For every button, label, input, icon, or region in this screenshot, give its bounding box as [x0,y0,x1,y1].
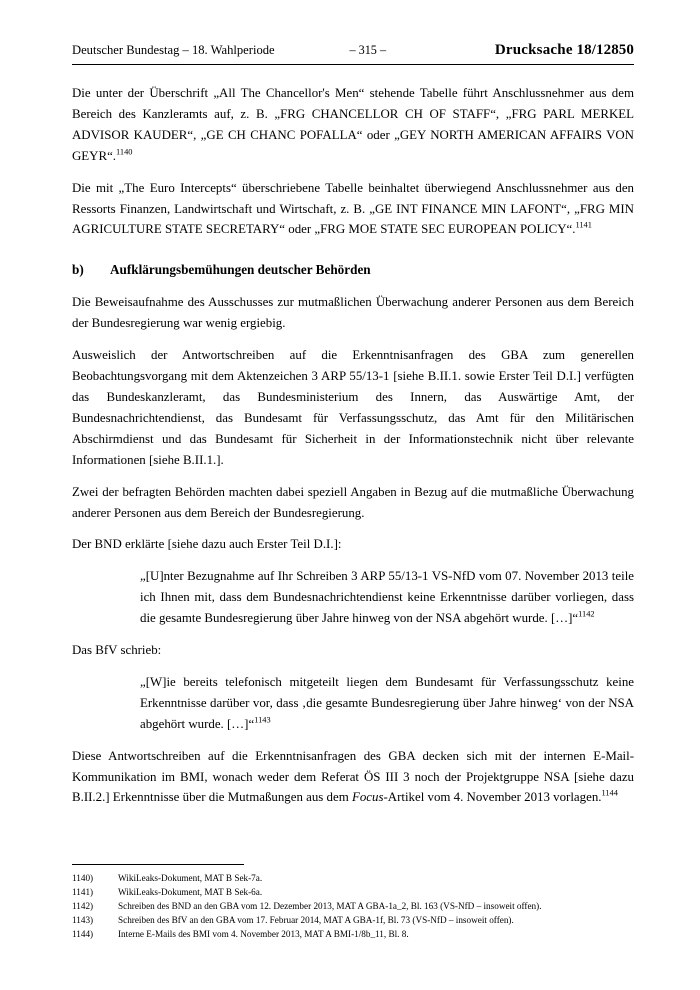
footnote-text: Schreiben des BfV an den GBA vom 17. Februar 2014, MAT A GBA-1f, Bl. 73 (VS-NfD – insoweit offen). [118,915,514,926]
footnote-item [72,900,634,914]
footnote-number: 1143) [72,915,94,926]
footnote-number: 1142) [72,901,94,912]
section-heading-number: b) [72,262,84,278]
footnote-item [72,914,634,928]
footnote-marker-1140: 1140 [116,147,133,157]
page-header [72,42,634,65]
paragraph-chancellors-men [72,83,634,167]
footnote-number: 1141) [72,887,94,898]
footnote-item [72,886,634,900]
paragraph-bfv-intro: Das BfV schrieb: [72,643,162,658]
paragraph-bmi-text-end: -Artikel vom 4. November 2013 vorlagen. [383,790,602,805]
paragraph-bnd-intro: Der BND erklärte [siehe dazu auch Erster Teil D.I.]: [72,537,342,552]
header-drucksache-number: 18/12850 [576,42,634,58]
paragraph-bmi-text-start: Diese Antwortschreiben auf die Erkenntnisanfragen des GBA decken sich mit der internen E-Mail-Kommunikation im BMI, wonach weder dem Referat ÖS III 3 noch der Projektgruppe NSA [siehe dazu B.II.2.] Erkenntnisse über die Mutmaßungen aus dem [72,748,634,805]
page-number: – 315 – [349,43,387,57]
footnote-item [72,872,634,886]
paragraph-euro-intercepts-text: Die mit „The Euro Intercepts“ überschriebene Tabelle beinhaltet überwiegend Anschlussnehmer aus den Ressorts Finanzen, Landwirtschaft und Wirtschaft, z. B. „GE INT FINANCE MIN LAFONT“, „FRG MIN AGRICULTURE STATE SECRETARY“ oder „FRG MOE STATE SEC EUROPEAN POLICY“. [72,180,634,237]
footnote-text: Schreiben des BND an den GBA vom 12. Dezember 2013, MAT A GBA-1a_2, Bl. 163 (VS-NfD – insoweit offen). [118,901,542,912]
footnote-marker-1142: 1142 [578,609,595,619]
footnote-number: 1144) [72,929,94,940]
header-parliament-label: Deutscher Bundestag – 18. Wahlperiode [72,43,275,57]
quote-bfv-text: „[W]ie bereits telefonisch mitgeteilt liegen dem Bundesamt für Verfassungsschutz keine Erkenntnisse darüber vor, dass ‚die gesamte Bundesregierung über Jahre hinweg‘ von der NSA abgehört wurde. […]“ [140,674,634,731]
paragraph-antwortschreiben: Ausweislich der Antwortschreiben auf die Erkenntnisanfragen des GBA zum generellen Beobachtungsvorgang mit dem Aktenzeichen 3 ARP 55/13-1 [siehe B.II.1. sowie Erster Teil D.I.] verfügten das Bundeskanzleramt, das Bundesministerium des Innern, das Auswärtige Amt, der Bundesnachrichtendienst, das Bundesamt für Verfassungsschutz, das Amt für den Militärischen Abschirmdienst und das Bundesamt für Sicherheit in der Informationstechnik nicht über relevante Informationen [siehe B.II.1.]. [72,348,634,467]
magazine-name-focus: Focus [351,790,384,805]
footnote-text: WikiLeaks-Dokument, MAT B Sek-7a. [118,873,263,884]
quote-bnd-text: „[U]nter Bezugnahme auf Ihr Schreiben 3 ARP 55/13-1 VS-NfD vom 07. November 2013 teile ich Ihnen mit, dass dem Bundesnachrichtendienst keine Erkenntnisse darüber vorliegen, dass die gesamte Bundesregierung über Jahre hinweg von der NSA abgehört wurde. […]“ [140,569,634,626]
footnote-marker-1144: 1144 [601,789,618,799]
quote-bfv [72,672,634,735]
footnotes-section [72,864,634,942]
section-heading-b [72,262,634,278]
footnote-item [72,928,634,942]
footnote-separator-rule [72,864,244,865]
paragraph-bmi-kommunikation [72,746,634,809]
header-document-reference [495,42,634,59]
footnote-text: Interne E-Mails des BMI vom 4. November 2013, MAT A BMI-1/8b_11, Bl. 8. [118,929,409,940]
paragraph-chancellors-men-text: Die unter der Überschrift „All The Chancellor's Men“ stehende Tabelle führt Anschlussnehmer aus dem Bereich des Kanzleramts auf, z. B. „FRG CHANCELLOR CH OF STAFF“, „FRG PARL MERKEL ADVISOR KAUDER“, „GE CH CHANC POFALLA“ oder „GEY NORTH AMERICAN AFFAIRS VON GEYR“. [72,86,634,163]
paragraph-euro-intercepts [72,178,634,241]
footnote-marker-1141: 1141 [575,221,592,231]
paragraph-zwei-behoerden: Zwei der befragten Behörden machten dabei speziell Angaben in Bezug auf die mutmaßliche Überwachung anderer Personen aus dem Bereich der Bundesregierung. [72,484,634,520]
footnote-text: WikiLeaks-Dokument, MAT B Sek-6a. [118,887,263,898]
quote-bnd [72,566,634,629]
header-drucksache-label: Drucksache [494,42,573,58]
footnote-number: 1140) [72,873,94,884]
footnote-marker-1143: 1143 [254,715,271,725]
section-heading-text: Aufklärungsbemühungen deutscher Behörden [110,262,371,278]
paragraph-beweisaufnahme: Die Beweisaufnahme des Ausschusses zur mutmaßlichen Überwachung anderer Personen aus dem Bereich der Bundesregierung war wenig ergiebig. [72,295,634,331]
